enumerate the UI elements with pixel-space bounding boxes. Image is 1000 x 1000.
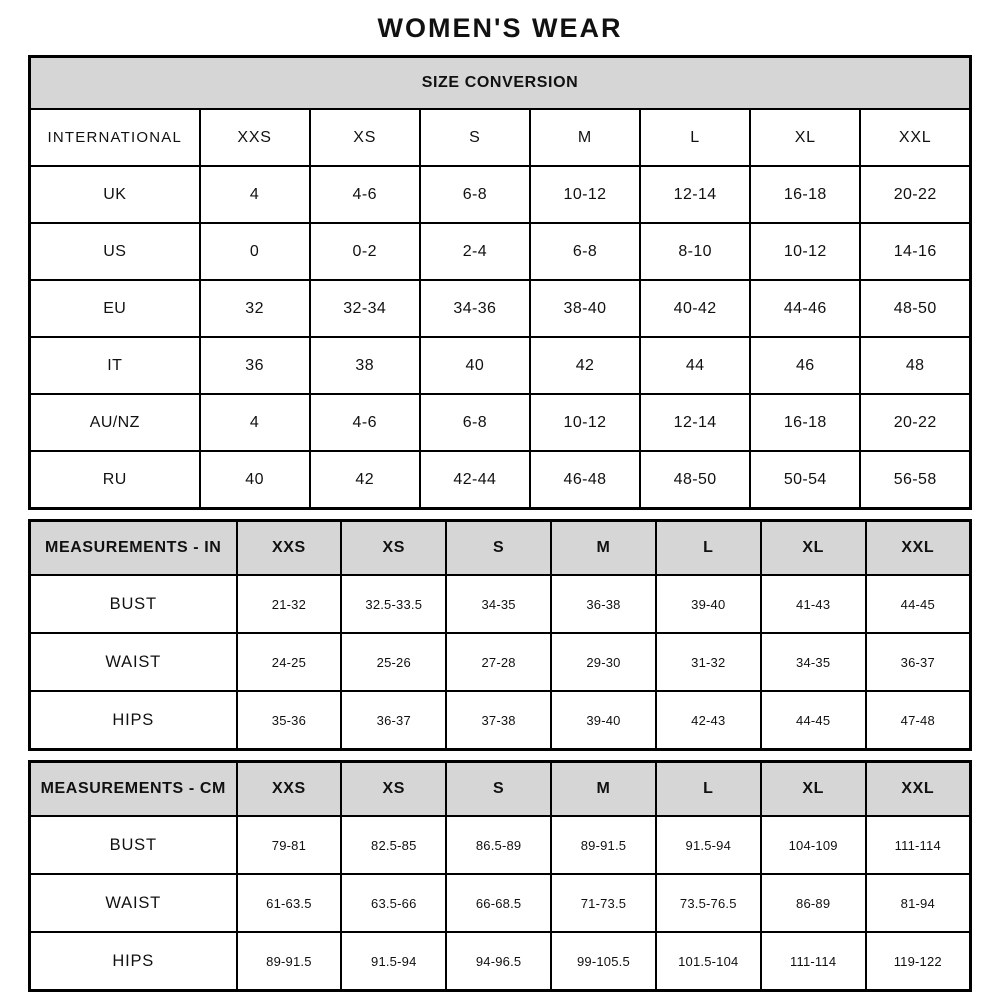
size-column-header: M bbox=[530, 109, 640, 166]
measurement-value-cell: 44-45 bbox=[866, 575, 971, 633]
measurement-value-cell: 39-40 bbox=[551, 691, 656, 750]
size-value-cell: 38-40 bbox=[530, 280, 640, 337]
table-row bbox=[30, 223, 971, 280]
size-value-cell: 56-58 bbox=[860, 451, 970, 509]
measurement-value-cell: 82.5-85 bbox=[341, 816, 446, 874]
measurement-value-cell: 81-94 bbox=[866, 874, 971, 932]
measurement-value-cell: 36-37 bbox=[866, 633, 971, 691]
size-value-cell: 6-8 bbox=[420, 166, 530, 223]
measurement-value-cell: 34-35 bbox=[761, 633, 866, 691]
measurement-value-cell: 36-38 bbox=[551, 575, 656, 633]
size-value-cell: 40-42 bbox=[640, 280, 750, 337]
size-value-cell: 0-2 bbox=[310, 223, 420, 280]
size-value-cell: 12-14 bbox=[640, 166, 750, 223]
size-value-cell: 10-12 bbox=[750, 223, 860, 280]
measurements-in-table bbox=[28, 519, 972, 751]
size-column-header: S bbox=[446, 521, 551, 576]
size-value-cell: 12-14 bbox=[640, 394, 750, 451]
size-conversion-title: SIZE CONVERSION bbox=[30, 57, 971, 110]
region-label: UK bbox=[30, 166, 200, 223]
measurement-label: HIPS bbox=[30, 932, 237, 991]
size-value-cell: 44 bbox=[640, 337, 750, 394]
measurement-label: HIPS bbox=[30, 691, 237, 750]
measurements-cm-table bbox=[28, 760, 972, 992]
size-value-cell: 34-36 bbox=[420, 280, 530, 337]
table-row bbox=[30, 166, 971, 223]
size-value-cell: 46-48 bbox=[530, 451, 640, 509]
measurement-label: BUST bbox=[30, 575, 237, 633]
table-row bbox=[30, 451, 971, 509]
size-value-cell: 16-18 bbox=[750, 394, 860, 451]
size-column-header: XXS bbox=[237, 762, 342, 817]
measurement-value-cell: 91.5-94 bbox=[656, 816, 761, 874]
size-column-header: S bbox=[420, 109, 530, 166]
size-column-header: L bbox=[640, 109, 750, 166]
table-row bbox=[30, 394, 971, 451]
measurement-value-cell: 99-105.5 bbox=[551, 932, 656, 991]
measurement-value-cell: 47-48 bbox=[866, 691, 971, 750]
size-value-cell: 48-50 bbox=[640, 451, 750, 509]
table-row bbox=[30, 691, 971, 750]
region-label: AU/NZ bbox=[30, 394, 200, 451]
size-value-cell: 38 bbox=[310, 337, 420, 394]
size-column-header: XL bbox=[761, 762, 866, 817]
size-value-cell: 20-22 bbox=[860, 166, 970, 223]
measurement-value-cell: 104-109 bbox=[761, 816, 866, 874]
table-row bbox=[30, 280, 971, 337]
size-column-header: XXL bbox=[866, 762, 971, 817]
measurement-value-cell: 44-45 bbox=[761, 691, 866, 750]
size-value-cell: 8-10 bbox=[640, 223, 750, 280]
measurement-label: BUST bbox=[30, 816, 237, 874]
size-column-header: L bbox=[656, 762, 761, 817]
page-title: WOMEN'S WEAR bbox=[377, 13, 623, 43]
measurement-value-cell: 63.5-66 bbox=[341, 874, 446, 932]
size-value-cell: 48-50 bbox=[860, 280, 970, 337]
size-value-cell: 50-54 bbox=[750, 451, 860, 509]
size-value-cell: 2-4 bbox=[420, 223, 530, 280]
size-value-cell: 44-46 bbox=[750, 280, 860, 337]
size-value-cell: 0 bbox=[200, 223, 310, 280]
measurement-value-cell: 31-32 bbox=[656, 633, 761, 691]
size-value-cell: 42 bbox=[530, 337, 640, 394]
measurement-value-cell: 119-122 bbox=[866, 932, 971, 991]
measurements-title: MEASUREMENTS - CM bbox=[30, 762, 237, 817]
size-column-header: XXS bbox=[200, 109, 310, 166]
measurement-value-cell: 29-30 bbox=[551, 633, 656, 691]
region-label: RU bbox=[30, 451, 200, 509]
measurement-value-cell: 91.5-94 bbox=[341, 932, 446, 991]
measurement-value-cell: 21-32 bbox=[237, 575, 342, 633]
size-value-cell: 40 bbox=[420, 337, 530, 394]
table-row bbox=[30, 337, 971, 394]
measurement-label: WAIST bbox=[30, 874, 237, 932]
table-row bbox=[30, 932, 971, 991]
size-value-cell: 20-22 bbox=[860, 394, 970, 451]
size-value-cell: 6-8 bbox=[420, 394, 530, 451]
size-conversion-table bbox=[28, 55, 972, 510]
measurement-label: WAIST bbox=[30, 633, 237, 691]
measurement-value-cell: 86.5-89 bbox=[446, 816, 551, 874]
measurement-value-cell: 27-28 bbox=[446, 633, 551, 691]
size-column-header: XS bbox=[310, 109, 420, 166]
table-row bbox=[30, 816, 971, 874]
measurement-value-cell: 34-35 bbox=[446, 575, 551, 633]
size-column-header: XXL bbox=[866, 521, 971, 576]
measurement-value-cell: 41-43 bbox=[761, 575, 866, 633]
size-value-cell: 32-34 bbox=[310, 280, 420, 337]
measurement-value-cell: 89-91.5 bbox=[551, 816, 656, 874]
measurement-value-cell: 36-37 bbox=[341, 691, 446, 750]
measurement-value-cell: 42-43 bbox=[656, 691, 761, 750]
size-column-header: XXL bbox=[860, 109, 970, 166]
measurement-value-cell: 111-114 bbox=[761, 932, 866, 991]
region-label: US bbox=[30, 223, 200, 280]
size-column-header: M bbox=[551, 521, 656, 576]
size-value-cell: 4 bbox=[200, 166, 310, 223]
size-column-header: XS bbox=[341, 762, 446, 817]
size-value-cell: 42-44 bbox=[420, 451, 530, 509]
size-value-cell: 14-16 bbox=[860, 223, 970, 280]
measurement-value-cell: 39-40 bbox=[656, 575, 761, 633]
size-column-header: XXS bbox=[237, 521, 342, 576]
size-value-cell: 46 bbox=[750, 337, 860, 394]
measurement-value-cell: 61-63.5 bbox=[237, 874, 342, 932]
measurement-value-cell: 32.5-33.5 bbox=[341, 575, 446, 633]
size-value-cell: 10-12 bbox=[530, 166, 640, 223]
size-column-header: M bbox=[551, 762, 656, 817]
size-value-cell: 16-18 bbox=[750, 166, 860, 223]
size-column-header: XL bbox=[761, 521, 866, 576]
size-column-header: L bbox=[656, 521, 761, 576]
size-value-cell: 36 bbox=[200, 337, 310, 394]
size-value-cell: 42 bbox=[310, 451, 420, 509]
table-row bbox=[30, 874, 971, 932]
measurement-value-cell: 86-89 bbox=[761, 874, 866, 932]
size-column-header: S bbox=[446, 762, 551, 817]
measurement-value-cell: 25-26 bbox=[341, 633, 446, 691]
size-value-cell: 4-6 bbox=[310, 394, 420, 451]
measurement-value-cell: 111-114 bbox=[866, 816, 971, 874]
region-label: EU bbox=[30, 280, 200, 337]
region-label: IT bbox=[30, 337, 200, 394]
size-value-cell: 48 bbox=[860, 337, 970, 394]
measurement-value-cell: 71-73.5 bbox=[551, 874, 656, 932]
table-row bbox=[30, 633, 971, 691]
size-value-cell: 4-6 bbox=[310, 166, 420, 223]
measurement-value-cell: 89-91.5 bbox=[237, 932, 342, 991]
size-value-cell: 32 bbox=[200, 280, 310, 337]
size-column-header: XS bbox=[341, 521, 446, 576]
measurement-value-cell: 79-81 bbox=[237, 816, 342, 874]
measurement-value-cell: 101.5-104 bbox=[656, 932, 761, 991]
measurement-value-cell: 35-36 bbox=[237, 691, 342, 750]
measurements-title: MEASUREMENTS - IN bbox=[30, 521, 237, 576]
measurement-value-cell: 37-38 bbox=[446, 691, 551, 750]
measurement-value-cell: 94-96.5 bbox=[446, 932, 551, 991]
measurement-value-cell: 66-68.5 bbox=[446, 874, 551, 932]
size-value-cell: 6-8 bbox=[530, 223, 640, 280]
size-value-cell: 40 bbox=[200, 451, 310, 509]
measurement-value-cell: 24-25 bbox=[237, 633, 342, 691]
measurement-value-cell: 73.5-76.5 bbox=[656, 874, 761, 932]
row-header-international: INTERNATIONAL bbox=[30, 109, 200, 166]
size-value-cell: 4 bbox=[200, 394, 310, 451]
size-column-header: XL bbox=[750, 109, 860, 166]
size-value-cell: 10-12 bbox=[530, 394, 640, 451]
table-row bbox=[30, 575, 971, 633]
